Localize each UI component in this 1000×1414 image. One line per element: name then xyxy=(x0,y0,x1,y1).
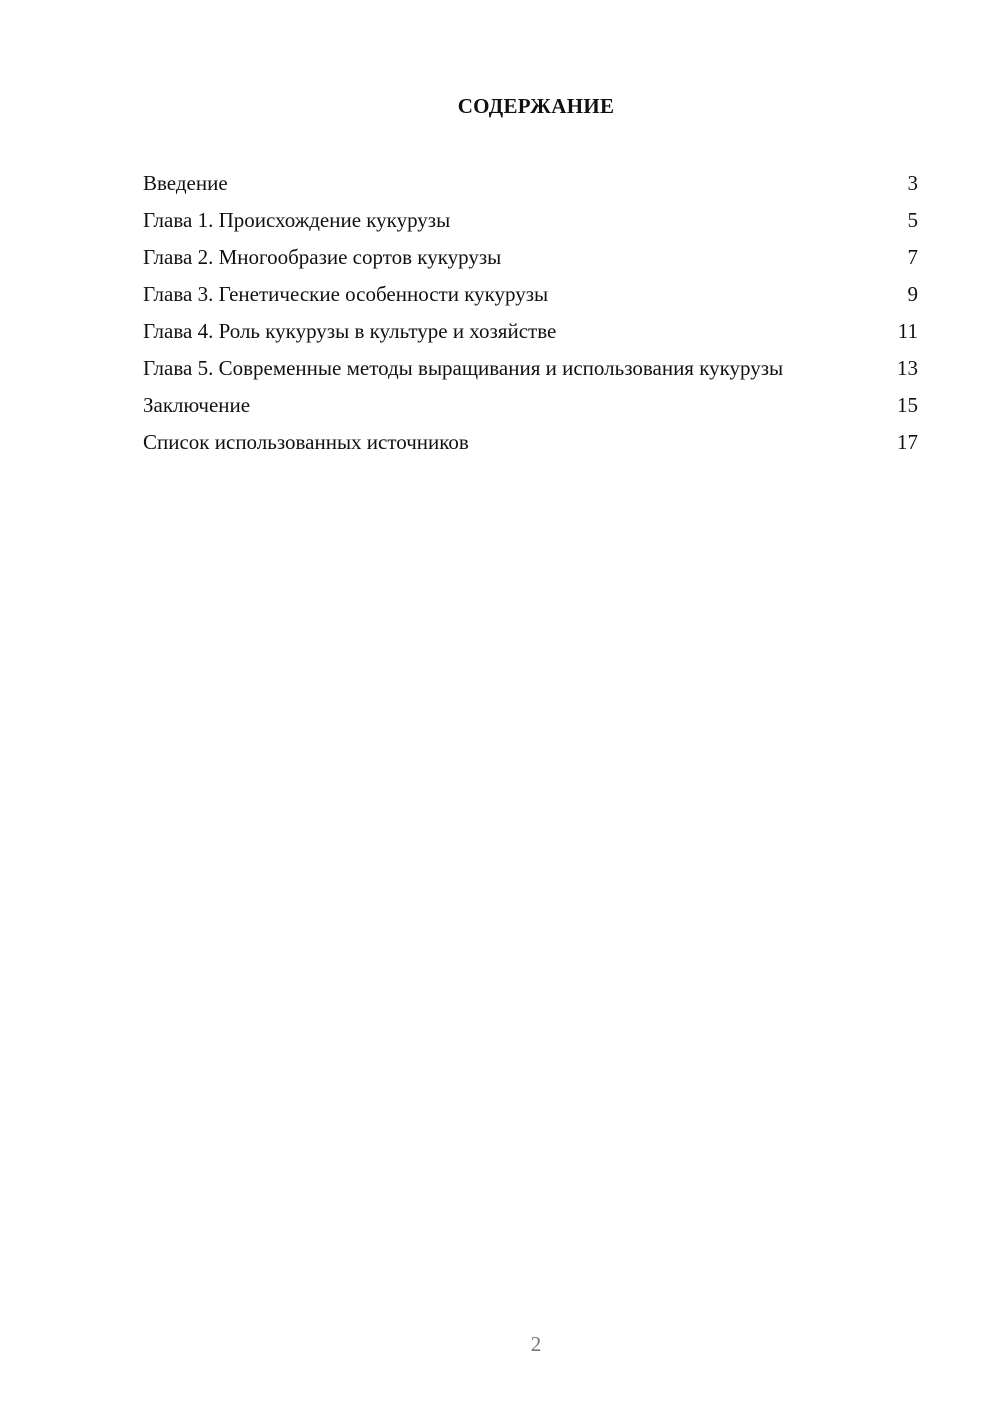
toc-entry-chapter-5[interactable] xyxy=(143,355,918,382)
toc-entry-conclusion[interactable] xyxy=(143,392,918,419)
toc-entry-chapter-4[interactable] xyxy=(143,318,918,345)
page-title: СОДЕРЖАНИЕ xyxy=(457,94,615,118)
toc-entry-label: Глава 2. Многообразие сортов кукурузы xyxy=(143,245,502,269)
toc-entry-page: 15 xyxy=(897,393,918,417)
toc-entry-label: Глава 4. Роль кукурузы в культуре и хозяйстве xyxy=(143,319,557,343)
toc-entry-chapter-3[interactable] xyxy=(143,281,918,308)
page-number: 2 xyxy=(530,1332,542,1356)
toc-entry-page: 11 xyxy=(897,319,918,343)
toc-entry-label: Глава 3. Генетические особенности кукурузы xyxy=(143,282,549,306)
toc-entry-label: Заключение xyxy=(143,393,251,417)
table-of-contents xyxy=(143,170,918,466)
toc-entry-introduction[interactable] xyxy=(143,170,918,197)
toc-entry-chapter-2[interactable] xyxy=(143,244,918,271)
toc-entry-label: Введение xyxy=(143,171,228,195)
toc-entry-chapter-1[interactable] xyxy=(143,207,918,234)
toc-entry-page: 7 xyxy=(907,245,918,269)
toc-entry-label: Глава 1. Происхождение кукурузы xyxy=(143,208,451,232)
toc-entry-label: Список использованных источников xyxy=(143,430,469,454)
toc-entry-page: 5 xyxy=(907,208,918,232)
toc-entry-references[interactable] xyxy=(143,429,918,456)
toc-entry-page: 13 xyxy=(897,356,918,380)
toc-entry-page: 17 xyxy=(897,430,918,454)
toc-entry-page: 3 xyxy=(907,171,918,195)
toc-entry-page: 9 xyxy=(907,282,918,306)
toc-entry-label: Глава 5. Современные методы выращивания и использования кукурузы xyxy=(143,356,784,380)
